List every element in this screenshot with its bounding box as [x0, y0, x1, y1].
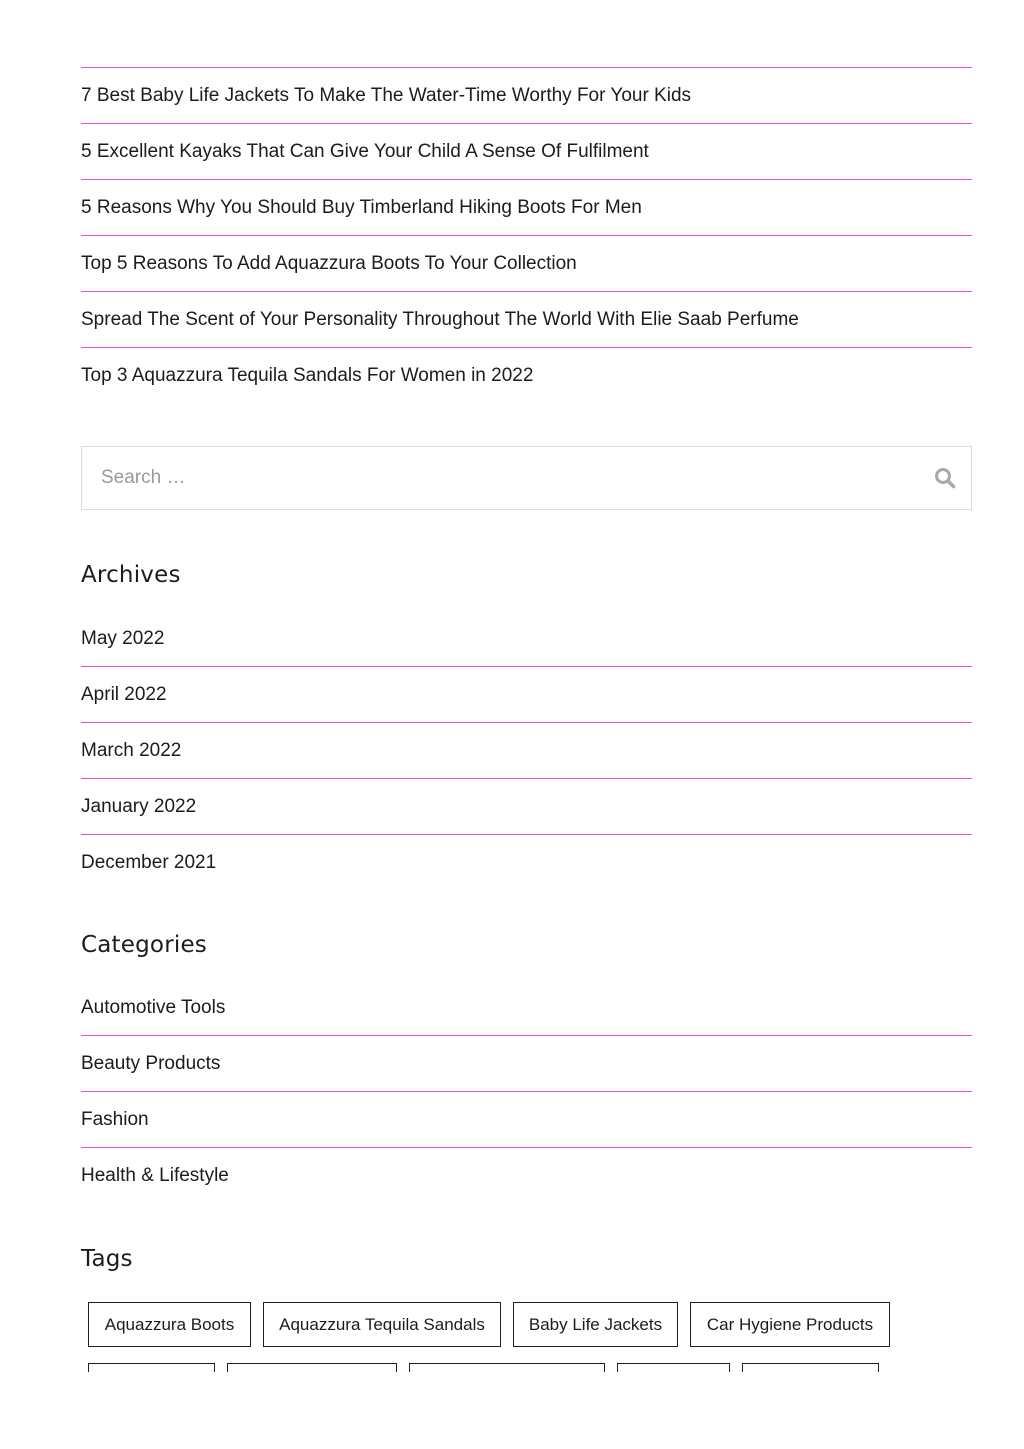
- tag-link[interactable]: [227, 1363, 397, 1372]
- recent-post-link[interactable]: Top 5 Reasons To Add Aquazzura Boots To Your Collection: [81, 236, 972, 292]
- archive-link[interactable]: December 2021: [81, 851, 217, 873]
- category-link[interactable]: Fashion: [81, 1092, 972, 1148]
- search-form: [81, 446, 972, 510]
- categories-heading: Categories: [81, 932, 207, 958]
- archive-link[interactable]: April 2022: [81, 667, 972, 723]
- tag-cloud: [88, 1302, 972, 1372]
- tag-link[interactable]: Car Hygiene Products: [690, 1302, 890, 1347]
- tag-link[interactable]: [88, 1363, 215, 1372]
- recent-post-link[interactable]: 5 Excellent Kayaks That Can Give Your Child A Sense Of Fulfilment: [81, 124, 972, 180]
- tag-link[interactable]: [617, 1363, 730, 1372]
- recent-post-link[interactable]: Top 3 Aquazzura Tequila Sandals For Women in 2022: [81, 364, 534, 386]
- recent-post-link[interactable]: Spread The Scent of Your Personality Throughout The World With Elie Saab Perfume: [81, 292, 972, 348]
- recent-post-link[interactable]: 7 Best Baby Life Jackets To Make The Water-Time Worthy For Your Kids: [81, 68, 972, 124]
- archives-heading: Archives: [81, 562, 181, 588]
- archives-list: [81, 611, 972, 890]
- category-link[interactable]: Automotive Tools: [81, 980, 972, 1036]
- search-input[interactable]: [82, 447, 919, 509]
- tags-heading: Tags: [81, 1246, 133, 1272]
- category-link[interactable]: Health & Lifestyle: [81, 1164, 229, 1186]
- recent-posts-list: [81, 67, 972, 403]
- search-icon: [934, 467, 956, 489]
- category-link[interactable]: Beauty Products: [81, 1036, 972, 1092]
- archive-link[interactable]: March 2022: [81, 723, 972, 779]
- search-button[interactable]: [919, 447, 971, 509]
- tag-link[interactable]: Baby Life Jackets: [513, 1302, 678, 1347]
- archive-link[interactable]: May 2022: [81, 611, 972, 667]
- tag-link[interactable]: [742, 1363, 879, 1372]
- archive-link[interactable]: January 2022: [81, 779, 972, 835]
- recent-post-link[interactable]: 5 Reasons Why You Should Buy Timberland Hiking Boots For Men: [81, 180, 972, 236]
- categories-list: [81, 980, 972, 1203]
- tag-link[interactable]: Aquazzura Boots: [88, 1302, 251, 1347]
- tag-link[interactable]: Aquazzura Tequila Sandals: [263, 1302, 501, 1347]
- tag-link[interactable]: [409, 1363, 605, 1372]
